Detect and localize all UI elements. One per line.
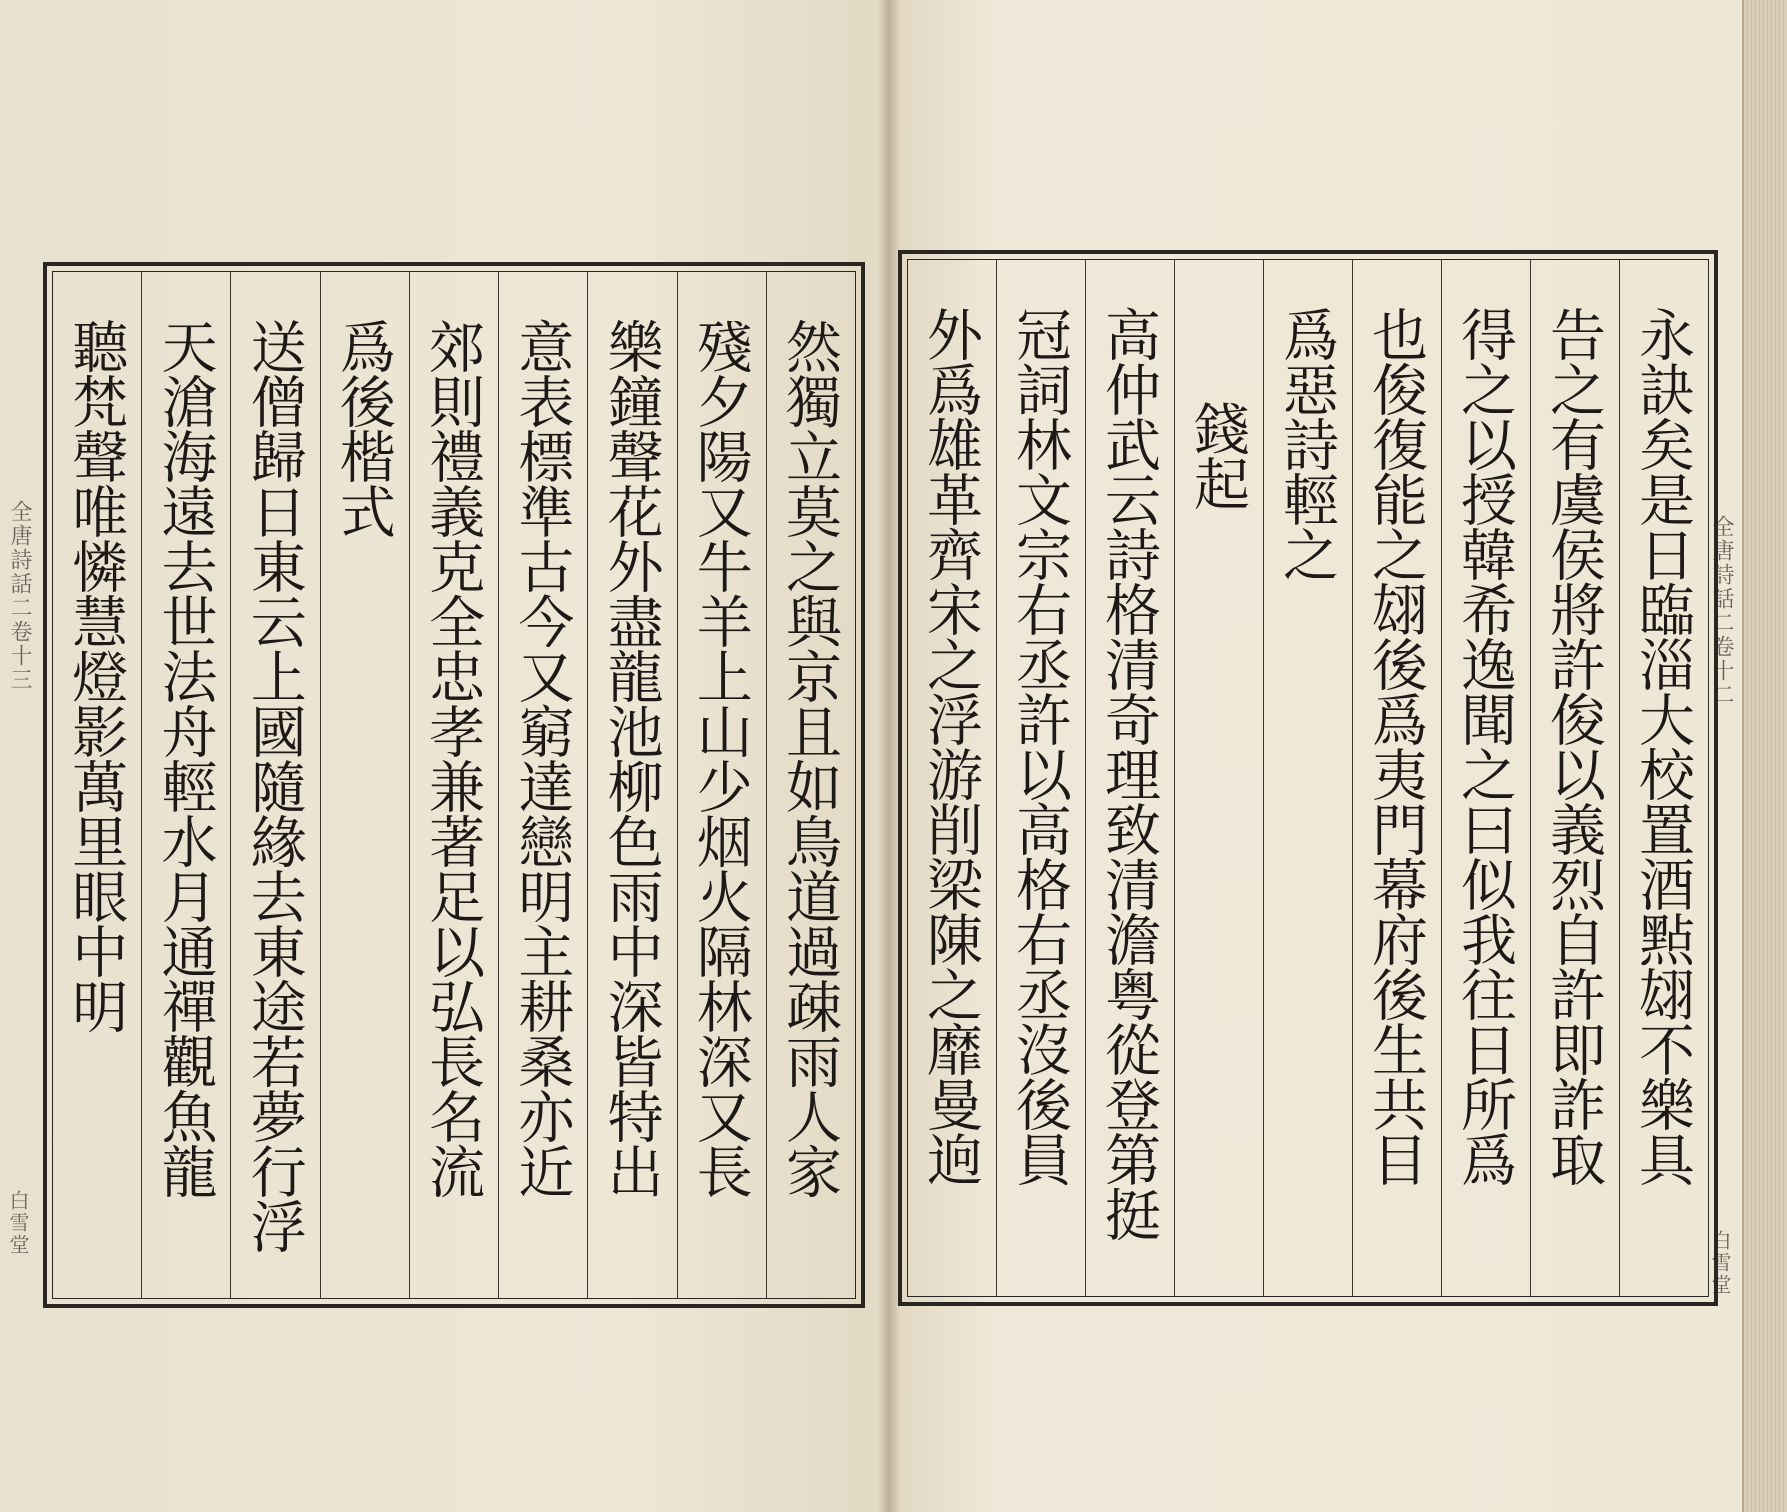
right-column-1: 永訣矣是日臨淄大校置酒㸃翃不樂具	[1619, 260, 1708, 1296]
right-column-7: 高仲武云詩格清奇理致清澹粤從登第挺	[1085, 260, 1174, 1296]
right-column-2: 告之有虞侯將許俊以義烈自許即詐取	[1530, 260, 1619, 1296]
left-column-1: 然獨立莫之與京且如鳥道過疎雨人家	[766, 272, 855, 1298]
right-margin-title: 全唐詩話二卷十二	[1709, 515, 1734, 707]
left-column-5: 郊則禮義克全忠孝兼著足以弘長名流	[409, 272, 498, 1298]
right-margin-hall: 白雪堂	[1708, 1230, 1732, 1296]
left-column-2: 殘夕陽又牛羊上山少烟火隔林深又長	[677, 272, 766, 1298]
left-margin-title: 全唐詩話二卷十三	[7, 500, 32, 692]
right-columns	[907, 259, 1709, 1297]
right-column-5: 爲惡詩輕之	[1263, 260, 1352, 1296]
left-margin-hall: 白雪堂	[6, 1190, 30, 1256]
left-column-3: 樂鐘聲花外盡龍池柳色雨中深皆特出	[587, 272, 676, 1298]
left-column-8: 天滄海遠去世法舟輕水月通禪觀魚龍	[141, 272, 230, 1298]
left-columns	[52, 271, 856, 1299]
right-column-9: 外爲雄革齊宋之浮游削梁陳之靡曼逈	[918, 306, 983, 1186]
left-column-4: 意表標準古今又窮達戀明主耕桑亦近	[498, 272, 587, 1298]
left-column-9: 聽梵聲唯憐慧燈影萬里眼中明	[63, 318, 129, 1033]
left-column-6: 爲後楷式	[320, 272, 409, 1298]
page-edges	[1742, 0, 1787, 1512]
right-column-3: 得之以授韓希逸聞之曰似我往日所爲	[1441, 260, 1530, 1296]
book-gutter	[878, 0, 900, 1512]
right-text-frame	[898, 250, 1718, 1306]
right-column-6: 錢起	[1174, 260, 1263, 1296]
left-text-frame	[43, 262, 865, 1308]
left-column-7: 送僧歸日東云上國隨緣去東途若夢行浮	[230, 272, 319, 1298]
right-column-4: 也俊復能之翃後爲夷門幕府後生共目	[1352, 260, 1441, 1296]
right-column-8: 冠詞林文宗右丞許以高格右丞沒後員	[996, 260, 1085, 1296]
